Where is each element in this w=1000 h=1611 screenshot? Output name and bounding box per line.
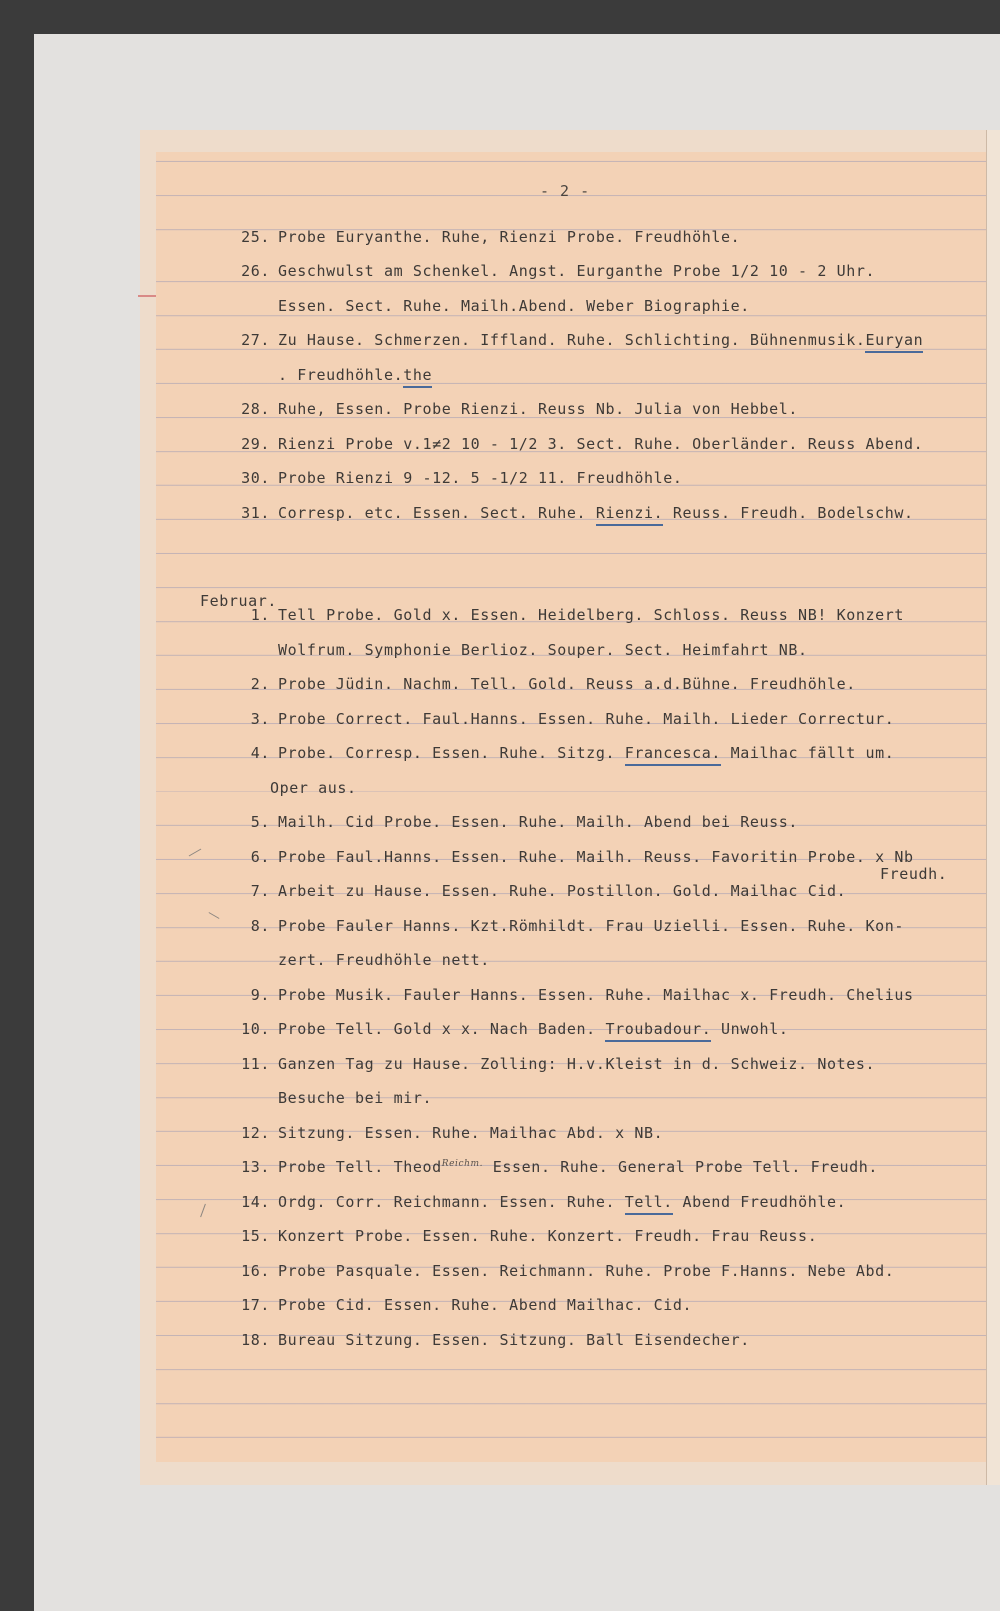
diary-line <box>230 1124 663 1142</box>
underlined-text: Tell. <box>625 1193 673 1215</box>
underlined-text: Francesca. <box>625 744 721 766</box>
entry-day-number: 18. <box>241 1331 270 1349</box>
diary-line <box>278 951 490 969</box>
entry-text: . Freudhöhle. <box>278 366 404 384</box>
entry-text: Probe Jüdin. Nachm. Tell. Gold. Reuss a.d.Bühne. Freudhöhle. <box>278 675 856 693</box>
diary-line <box>278 297 750 315</box>
diary-line <box>230 1227 817 1245</box>
diary-line <box>230 228 740 246</box>
entry-day-number: 29. <box>241 435 270 453</box>
entry-text: Wolfrum. Symphonie Berlioz. Souper. Sect. Heimfahrt NB. <box>278 641 808 659</box>
underlined-text: Rienzi. <box>596 504 663 526</box>
entry-day-number: 4. <box>250 744 270 762</box>
diary-line <box>880 865 947 883</box>
diary-line <box>230 675 856 693</box>
entry-text: Probe Correct. Faul.Hanns. Essen. Ruhe. Mailh. Lieder Correctur. <box>278 710 895 728</box>
month-heading: Februar. <box>200 592 278 610</box>
diary-line <box>278 366 432 384</box>
diary-line <box>230 882 846 900</box>
entry-day-number: 16. <box>241 1262 270 1280</box>
entry-text: Freudh. <box>880 865 948 883</box>
diary-line <box>230 606 904 624</box>
diary-line <box>230 986 914 1004</box>
diary-line <box>278 641 808 659</box>
entry-day-number: 13. <box>241 1158 270 1176</box>
diary-line <box>230 1020 788 1038</box>
entry-day-number: 1. <box>250 606 270 624</box>
entry-text: Probe Pasquale. Essen. Reichmann. Ruhe. Probe F.Hanns. Nebe Abd. <box>278 1262 895 1280</box>
diary-line <box>230 400 798 418</box>
diary-line <box>230 744 894 762</box>
entry-text: Probe Tell. Gold x x. Nach Baden. <box>278 1020 606 1038</box>
diary-line <box>230 1055 875 1073</box>
entry-text: Corresp. etc. Essen. Sect. Ruhe. <box>278 504 596 522</box>
entry-day-number: 17. <box>241 1296 270 1314</box>
entry-day-number: 9. <box>250 986 270 1004</box>
entry-text: Zu Hause. Schmerzen. Iffland. Ruhe. Schlichting. Bühnenmusik. <box>278 331 866 349</box>
entry-text: Sitzung. Essen. Ruhe. Mailhac Abd. x NB. <box>278 1124 664 1142</box>
diary-line <box>230 331 923 349</box>
entry-text: Oper aus. <box>270 779 357 797</box>
underlined-text: Euryan <box>865 331 923 353</box>
diary-line <box>230 848 914 866</box>
underlined-text: the <box>403 366 432 388</box>
diary-line <box>230 813 798 831</box>
entry-day-number: 14. <box>241 1193 270 1211</box>
entry-text: Probe Musik. Fauler Hanns. Essen. Ruhe. Mailhac x. Freudh. Chelius <box>278 986 914 1004</box>
entry-day-number: 5. <box>250 813 270 831</box>
adjacent-page-edge <box>986 130 1000 1485</box>
entry-text: Reuss. Freudh. Bodelschw. <box>663 504 914 522</box>
entry-day-number: 11. <box>241 1055 270 1073</box>
entry-text: Konzert Probe. Essen. Ruhe. Konzert. Freudh. Frau Reuss. <box>278 1227 818 1245</box>
entry-text: Besuche bei mir. <box>278 1089 433 1107</box>
diary-line <box>230 1158 878 1176</box>
diary-line <box>270 779 357 797</box>
entry-text: Probe Faul.Hanns. Essen. Ruhe. Mailh. Reuss. Favoritin Probe. x Nb <box>278 848 914 866</box>
entry-text: Arbeit zu Hause. Essen. Ruhe. Postillon. Gold. Mailhac Cid. <box>278 882 847 900</box>
page-number: - 2 - <box>540 182 591 200</box>
entry-text: Unwohl. <box>711 1020 789 1038</box>
entry-day-number: 28. <box>241 400 270 418</box>
diary-line <box>278 1089 432 1107</box>
entry-day-number: 31. <box>241 504 270 522</box>
entry-text: Rienzi Probe v.1≠2 10 - 1/2 3. Sect. Ruhe. Oberländer. Reuss Abend. <box>278 435 924 453</box>
entry-text: Ganzen Tag zu Hause. Zolling: H.v.Kleist in d. Schweiz. Notes. <box>278 1055 876 1073</box>
entry-text: Essen. Sect. Ruhe. Mailh.Abend. Weber Biographie. <box>278 297 750 315</box>
entry-text: Probe Fauler Hanns. Kzt.Römhildt. Frau Uzielli. Essen. Ruhe. Kon- <box>278 917 904 935</box>
entry-day-number: 10. <box>241 1020 270 1038</box>
diary-line <box>230 710 894 728</box>
entry-text: Ordg. Corr. Reichmann. Essen. Ruhe. <box>278 1193 625 1211</box>
entry-text: zert. Freudhöhle nett. <box>278 951 490 969</box>
entry-text: Probe Euryanthe. Ruhe, Rienzi Probe. Freudhöhle. <box>278 228 741 246</box>
diary-line <box>230 1193 846 1211</box>
entry-text: Geschwulst am Schenkel. Angst. Eurganthe Probe 1/2 10 - 2 Uhr. <box>278 262 876 280</box>
entry-text: Mailh. Cid Probe. Essen. Ruhe. Mailh. Abend bei Reuss. <box>278 813 799 831</box>
entry-text: Essen. Ruhe. General Probe Tell. Freudh. <box>483 1158 879 1176</box>
entry-day-number: 15. <box>241 1227 270 1245</box>
diary-line <box>230 1331 750 1349</box>
entry-day-number: 6. <box>250 848 270 866</box>
diary-line <box>230 1296 692 1314</box>
handwritten-annotation: Reichm. <box>441 1159 484 1169</box>
entry-day-number: 30. <box>241 469 270 487</box>
margin-mark <box>138 295 156 297</box>
entry-day-number: 26. <box>241 262 270 280</box>
entry-text: Ruhe, Essen. Probe Rienzi. Reuss Nb. Julia von Hebbel. <box>278 400 799 418</box>
diary-line <box>230 469 683 487</box>
entry-text: Probe. Corresp. Essen. Ruhe. Sitzg. <box>278 744 625 762</box>
entry-text: Probe Cid. Essen. Ruhe. Abend Mailhac. Cid. <box>278 1296 693 1314</box>
diary-line <box>230 1262 894 1280</box>
entry-day-number: 7. <box>250 882 270 900</box>
entry-day-number: 25. <box>241 228 270 246</box>
entry-day-number: 3. <box>250 710 270 728</box>
entry-day-number: 8. <box>250 917 270 935</box>
entry-day-number: 2. <box>250 675 270 693</box>
diary-line <box>230 435 923 453</box>
entry-text: Probe Rienzi 9 -12. 5 -1/2 11. Freudhöhle. <box>278 469 683 487</box>
entry-text: Abend Freudhöhle. <box>672 1193 847 1211</box>
entry-text: Probe Tell. Theod <box>278 1158 442 1176</box>
entry-text: Tell Probe. Gold x. Essen. Heidelberg. Schloss. Reuss NB! Konzert <box>278 606 904 624</box>
diary-line <box>230 917 904 935</box>
entry-day-number: 12. <box>241 1124 270 1142</box>
entry-day-number: 27. <box>241 331 270 349</box>
diary-line <box>230 504 914 522</box>
entry-text: Bureau Sitzung. Essen. Sitzung. Ball Eisendecher. <box>278 1331 750 1349</box>
entry-text: Mailhac fällt um. <box>721 744 895 762</box>
diary-line <box>230 262 875 280</box>
underlined-text: Troubadour. <box>605 1020 711 1042</box>
